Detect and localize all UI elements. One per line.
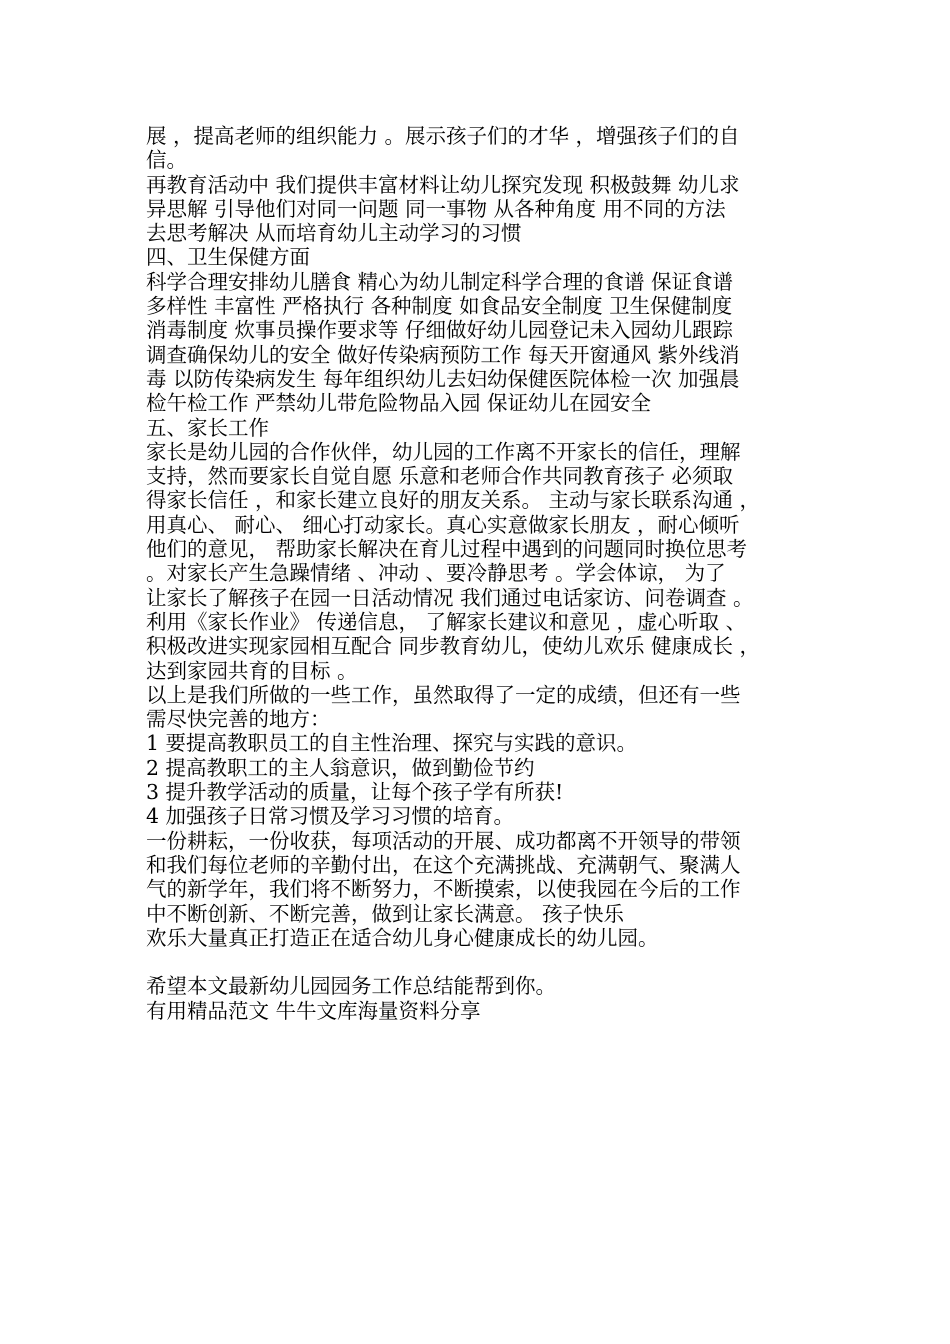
text-line: 再教育活动中 我们提供丰富材料让幼儿探究发现 积极鼓舞 幼儿求 [146,172,740,197]
text-line: 达到家园共育的目标 。 [146,658,358,683]
document-body [146,124,826,1023]
text-line: 检午检工作 严禁幼儿带危险物品入园 保证幼儿在园安全 [146,391,652,416]
list-item: 3 提升教学活动的质量，让每个孩子学有所获! [146,780,564,805]
blank-line [146,950,826,974]
footer-line: 有用精品范文 牛牛文库海量资料分享 [146,998,481,1023]
text-line: 用真心、 耐心、 细心打动家长。真心实意做家长朋友 ，耐心倾听 [146,512,740,537]
section-heading: 四、卫生保健方面 [146,245,310,270]
list-item: 1 要提高教职员工的自主性治理、探究与实践的意识。 [146,731,638,756]
list-item: 4 加强孩子日常习惯及学习习惯的培育。 [146,804,515,829]
text-line: 和我们每位老师的辛勤付出，在这个充满挑战、充满朝气、聚满人 [146,852,741,877]
text-line: 调查确保幼儿的安全 做好传染病预防工作 每天开窗通风 紫外线消 [146,342,740,367]
section-heading: 五、家长工作 [146,415,269,440]
text-line: 毒 以防传染病发生 每年组织幼儿去妇幼保健医院体检一次 加强晨 [146,366,740,391]
closing-line: 希望本文最新幼儿园园务工作总结能帮到你。 [146,974,556,999]
text-line: 他们的意见， 帮助家长解决在育儿过程中遇到的问题同时换位思考 [146,537,748,562]
text-line: 中不断创新、不断完善，做到让家长满意。 孩子快乐 [146,901,625,926]
text-line: 异思解 引导他们对同一问题 同一事物 从各种角度 用不同的方法 [146,196,726,221]
text-line: 多样性 丰富性 严格执行 各种制度 如食品安全制度 卫生保健制度 [146,294,733,319]
text-line: 信。 [146,148,187,173]
list-item: 2 提高教职工的主人翁意识，做到勤俭节约 [146,755,535,780]
text-line: 利用《家长作业》 传递信息， 了解家长建议和意见 ，虚心听取 、 [146,609,747,634]
text-line: 家长是幼儿园的合作伙伴，幼儿园的工作离不开家长的信任，理解 [146,439,741,464]
text-line: 得家长信任 ，和家长建立良好的朋友关系。 主动与家长联系沟通 ， [146,488,761,513]
text-line: 积极改进实现家园相互配合 同步教育幼儿，使幼儿欢乐 健康成长 ， [146,634,761,659]
text-line: 让家长了解孩子在园一日活动情况 我们通过电话家访、问卷调查 。 [146,585,754,610]
text-line: 。对家长产生急躁情绪 、冲动 、要冷静思考 。学会体谅， 为了 [146,561,726,586]
text-line: 欢乐大量真正打造正在适合幼儿身心健康成长的幼儿园。 [146,925,659,950]
text-line: 一份耕耘，一份收获，每项活动的开展、成功都离不开领导的带领 [146,828,741,853]
text-line: 科学合理安排幼儿膳食 精心为幼儿制定科学合理的食谱 保证食谱 [146,269,734,294]
text-line: 展 ，提高老师的组织能力 。展示孩子们的才华 ，增强孩子们的自 [146,124,740,148]
text-line: 消毒制度 炊事员操作要求等 仔细做好幼儿园登记未入园幼儿跟踪 [146,318,734,343]
text-line: 需尽快完善的地方： [146,707,331,732]
text-line: 以上是我们所做的一些工作，虽然取得了一定的成绩，但还有一些 [146,682,741,707]
text-line: 支持，然而要家长自觉自愿 乐意和老师合作共同教育孩子 必须取 [146,464,734,489]
text-line: 去思考解决 从而培育幼儿主动学习的习惯 [146,221,522,246]
text-line: 气的新学年，我们将不断努力，不断摸索，以使我园在今后的工作 [146,877,741,902]
